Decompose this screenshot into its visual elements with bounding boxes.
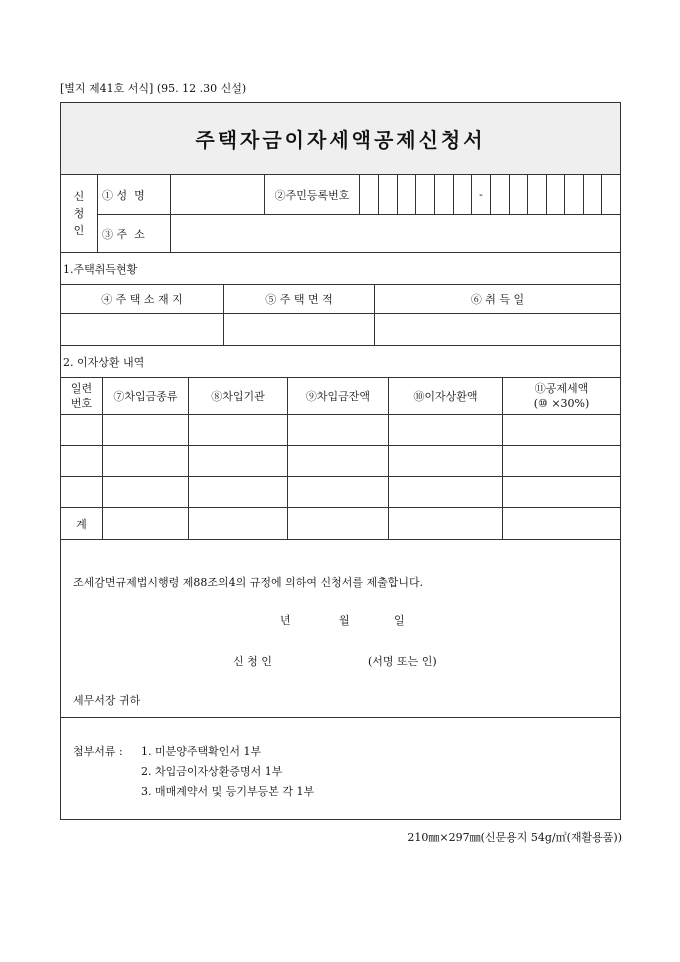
- id-digit-box[interactable]: [547, 175, 565, 214]
- interest-repayment-header: ⑩이자상환액: [389, 378, 503, 414]
- section1-header-row: [61, 285, 620, 314]
- deduction-header-line: ⑪공제세액: [534, 382, 589, 395]
- signature-note: (서명 또는 인): [368, 655, 437, 668]
- form-number-note: [별지 제41호 서식] (95. 12 .30 신설): [60, 82, 247, 95]
- loan-type-cell[interactable]: [103, 415, 189, 445]
- applicant-char: 신: [73, 190, 85, 203]
- id-digit-box[interactable]: [565, 175, 584, 214]
- loan-balance-header: ⑨차입금잔액: [288, 378, 389, 414]
- id-digit-box[interactable]: [528, 175, 547, 214]
- institution-cell[interactable]: [189, 477, 288, 507]
- total-balance-cell[interactable]: [288, 508, 389, 539]
- serial-number-header: [61, 378, 103, 414]
- applicant-char: 청: [73, 207, 85, 220]
- serial-cell[interactable]: [61, 446, 103, 476]
- table-row: [61, 477, 620, 508]
- addressee: 세무서장 귀하: [73, 694, 141, 707]
- attachment-item: 2. 차입금이자상환증명서 1부: [141, 765, 283, 778]
- id-digit-box[interactable]: [435, 175, 454, 214]
- section1-data-row: [61, 314, 620, 346]
- id-digit-box[interactable]: [454, 175, 472, 214]
- applicant-char: 인: [73, 224, 85, 237]
- balance-cell[interactable]: [288, 415, 389, 445]
- house-location-field[interactable]: [61, 314, 224, 345]
- id-digit-box[interactable]: [398, 175, 416, 214]
- date-year-label: 년: [280, 614, 291, 627]
- address-field[interactable]: [171, 215, 620, 252]
- repayment-cell[interactable]: [389, 415, 503, 445]
- institution-cell[interactable]: [189, 446, 288, 476]
- table-row: [61, 415, 620, 446]
- id-digit-box[interactable]: [416, 175, 435, 214]
- loan-type-cell[interactable]: [103, 446, 189, 476]
- attachments-label: 첨부서류 :: [73, 745, 123, 758]
- name-field[interactable]: [171, 175, 265, 214]
- repayment-cell[interactable]: [389, 477, 503, 507]
- total-deduction-cell[interactable]: [503, 508, 620, 539]
- id-number-label: ②주민등록번호: [265, 175, 360, 214]
- loan-type-header: ⑦차입금종류: [103, 378, 189, 414]
- serial-header-line: 번호: [70, 397, 93, 410]
- loan-type-cell[interactable]: [103, 477, 189, 507]
- institution-cell[interactable]: [189, 415, 288, 445]
- section2-title-row: [61, 346, 620, 378]
- deduction-cell[interactable]: [503, 446, 620, 476]
- section1-title: 1.주택취득현황: [63, 262, 138, 276]
- serial-cell[interactable]: [61, 477, 103, 507]
- acquisition-date-header: ⑥ 취 득 일: [470, 293, 525, 306]
- id-digit-box[interactable]: [510, 175, 528, 214]
- id-digit-box[interactable]: [602, 175, 620, 214]
- attachments-section: [61, 718, 620, 819]
- applicant-side-label: [61, 175, 98, 253]
- title-row: [61, 103, 620, 175]
- id-digit-box[interactable]: [491, 175, 510, 214]
- house-area-header: ⑤ 주 택 면 적: [224, 285, 375, 313]
- declaration-statement: 조세감면규제법시행령 제88조의4의 규정에 의하여 신청서를 제출합니다.: [73, 576, 424, 589]
- serial-header-line: 일련: [70, 382, 93, 395]
- house-area-field[interactable]: [224, 314, 375, 345]
- id-digit-box[interactable]: [584, 175, 602, 214]
- repayment-cell[interactable]: [389, 446, 503, 476]
- total-loan-type-cell[interactable]: [103, 508, 189, 539]
- balance-cell[interactable]: [288, 446, 389, 476]
- date-month-label: 월: [339, 614, 350, 627]
- address-row: [98, 215, 620, 253]
- total-row: [61, 508, 620, 540]
- balance-cell[interactable]: [288, 477, 389, 507]
- section2-title: 2. 이자상환 내역: [63, 355, 145, 369]
- total-label: 계: [61, 508, 103, 539]
- section2-header-row: [61, 378, 620, 415]
- id-digit-box[interactable]: [360, 175, 379, 214]
- tax-deduction-header: [503, 378, 620, 414]
- section1-title-row: [61, 253, 620, 285]
- id-digit-box[interactable]: [379, 175, 398, 214]
- id-dash: -: [472, 175, 491, 214]
- attachment-item: 1. 미분양주택확인서 1부: [141, 745, 262, 758]
- application-form: [60, 102, 621, 820]
- applicant-signature-label: 신 청 인: [233, 655, 272, 668]
- deduction-cell[interactable]: [503, 477, 620, 507]
- lending-institution-header: ⑧차입기관: [189, 378, 288, 414]
- total-repayment-cell[interactable]: [389, 508, 503, 539]
- declaration-section: [61, 540, 620, 718]
- date-day-label: 일: [394, 614, 405, 627]
- serial-cell[interactable]: [61, 415, 103, 445]
- total-institution-cell[interactable]: [189, 508, 288, 539]
- address-label: ③ 주 소: [98, 215, 171, 252]
- attachment-item: 3. 매매계약서 및 등기부등본 각 1부: [141, 785, 315, 798]
- name-label: ① 성 명: [98, 175, 171, 214]
- acquisition-date-field[interactable]: [375, 314, 620, 345]
- deduction-header-line: (⑩ ×30%): [533, 397, 590, 410]
- name-id-row: [98, 175, 620, 215]
- table-row: [61, 446, 620, 477]
- form-title: 주택자금이자세액공제신청서: [195, 128, 486, 152]
- paper-spec-footer: 210㎜×297㎜(신문용지 54g/㎡(재활용품)): [407, 831, 622, 844]
- house-location-header: ④ 주 택 소 재 지: [61, 285, 224, 313]
- deduction-cell[interactable]: [503, 415, 620, 445]
